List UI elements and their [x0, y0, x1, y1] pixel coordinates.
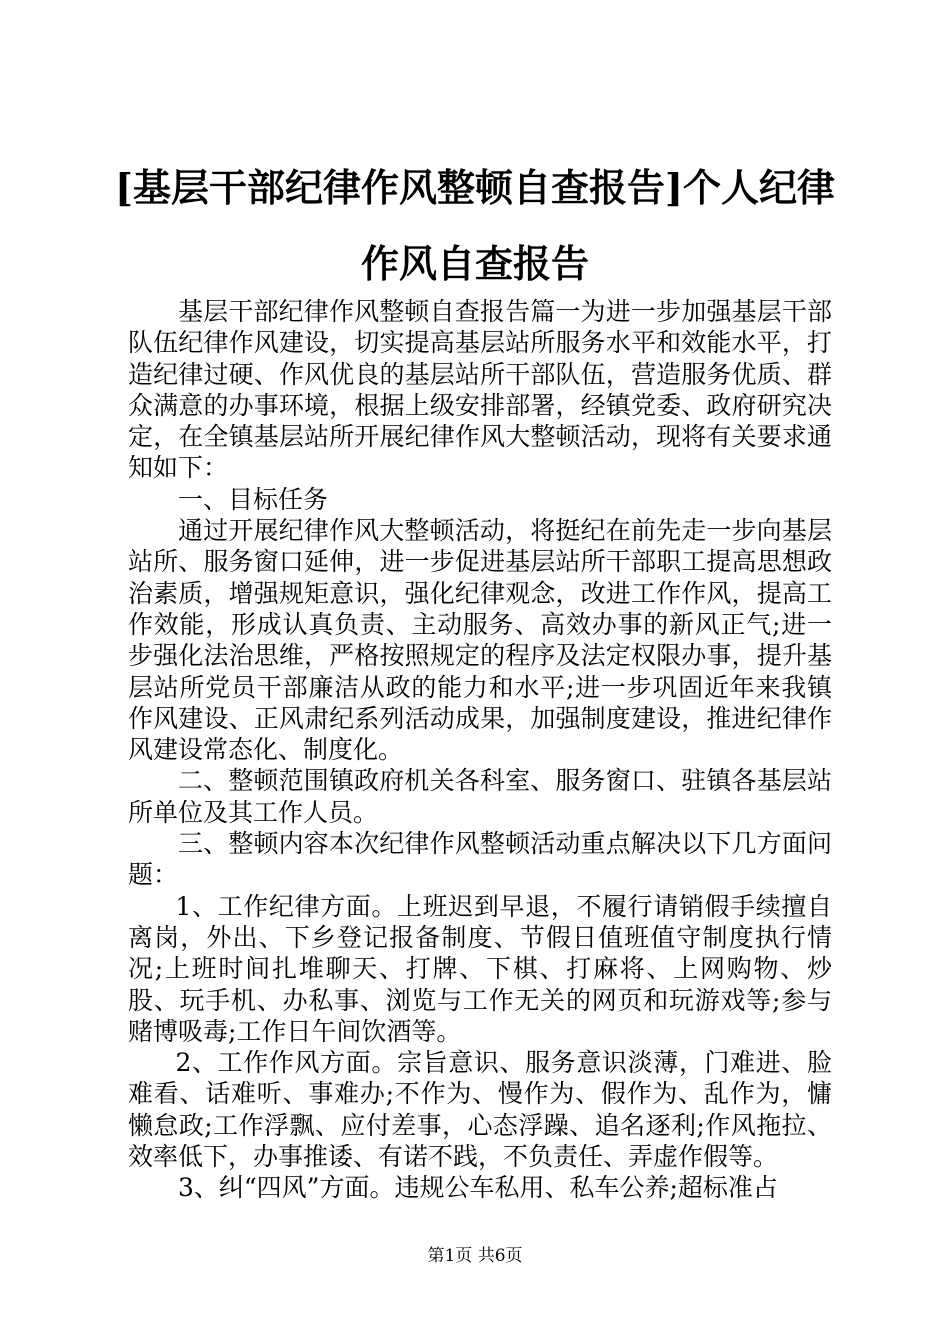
document-body	[128, 296, 832, 1204]
paragraph-four-winds: 3、纠“四风”方面。违规公车私用、私车公养;超标准占	[178, 1173, 778, 1203]
paragraph-goals: 通过开展纪律作风大整顿活动，将挺纪在前先走一步向基层站所、服务窗口延伸，进一步促进基层站所干部职工提高思想政治素质，增强规矩意识，强化纪律观念，改进工作作风，提高工作效能，形成认真负责、主动服务、高效办事的新风正气;进一步强化法治思维，严格按照规定的程序及法定权限办事，提升基层站所党员干部廉洁从政的能力和水平;进一步巩固近年来我镇作风建设、正风肃纪系列活动成果，加强制度建设，推进纪律作风建设常态化、制度化。	[128, 516, 832, 765]
paragraph-intro: 基层干部纪律作风整顿自查报告篇一为进一步加强基层干部队伍纪律作风建设，切实提高基层站所服务水平和效能水平，打造纪律过硬、作风优良的基层站所干部队伍，营造服务优质、群众满意的办事环境，根据上级安排部署，经镇党委、政府研究决定，在全镇基层站所开展纪律作风大整顿活动，现将有关要求通知如下：	[128, 297, 832, 483]
paragraph-work-style: 2、工作作风方面。宗旨意识、服务意识淡薄，门难进、脸难看、话难听、事难办;不作为、慢作为、假作为、乱作为，慵懒怠政;工作浮飘、应付差事，心态浮躁、追名逐利;作风拖拉、效率低下，办事推诿、有诺不践，不负责任、弄虚作假等。	[128, 1048, 832, 1172]
paragraph-heading-goals: 一、目标任务	[178, 484, 329, 514]
page-title: [基层干部纪律作风整顿自查报告]个人纪律作风自查报告	[115, 165, 835, 286]
page-number-footer: 第1页 共6页	[427, 1246, 523, 1266]
paragraph-work-discipline: 1、工作纪律方面。上班迟到早退，不履行请销假手续擅自离岗，外出、下乡登记报备制度、节假日值班值守制度执行情况;上班时间扎堆聊天、打牌、下棋、打麻将、上网购物、炒股、玩手机、办私事、浏览与工作无关的网页和玩游戏等;参与赌博吸毒;工作日午间饮酒等。	[128, 891, 832, 1046]
paragraph-scope: 二、整顿范围镇政府机关各科室、服务窗口、驻镇各基层站所单位及其工作人员。	[128, 766, 832, 827]
paragraph-content: 三、整顿内容本次纪律作风整顿活动重点解决以下几方面问题：	[128, 829, 832, 890]
